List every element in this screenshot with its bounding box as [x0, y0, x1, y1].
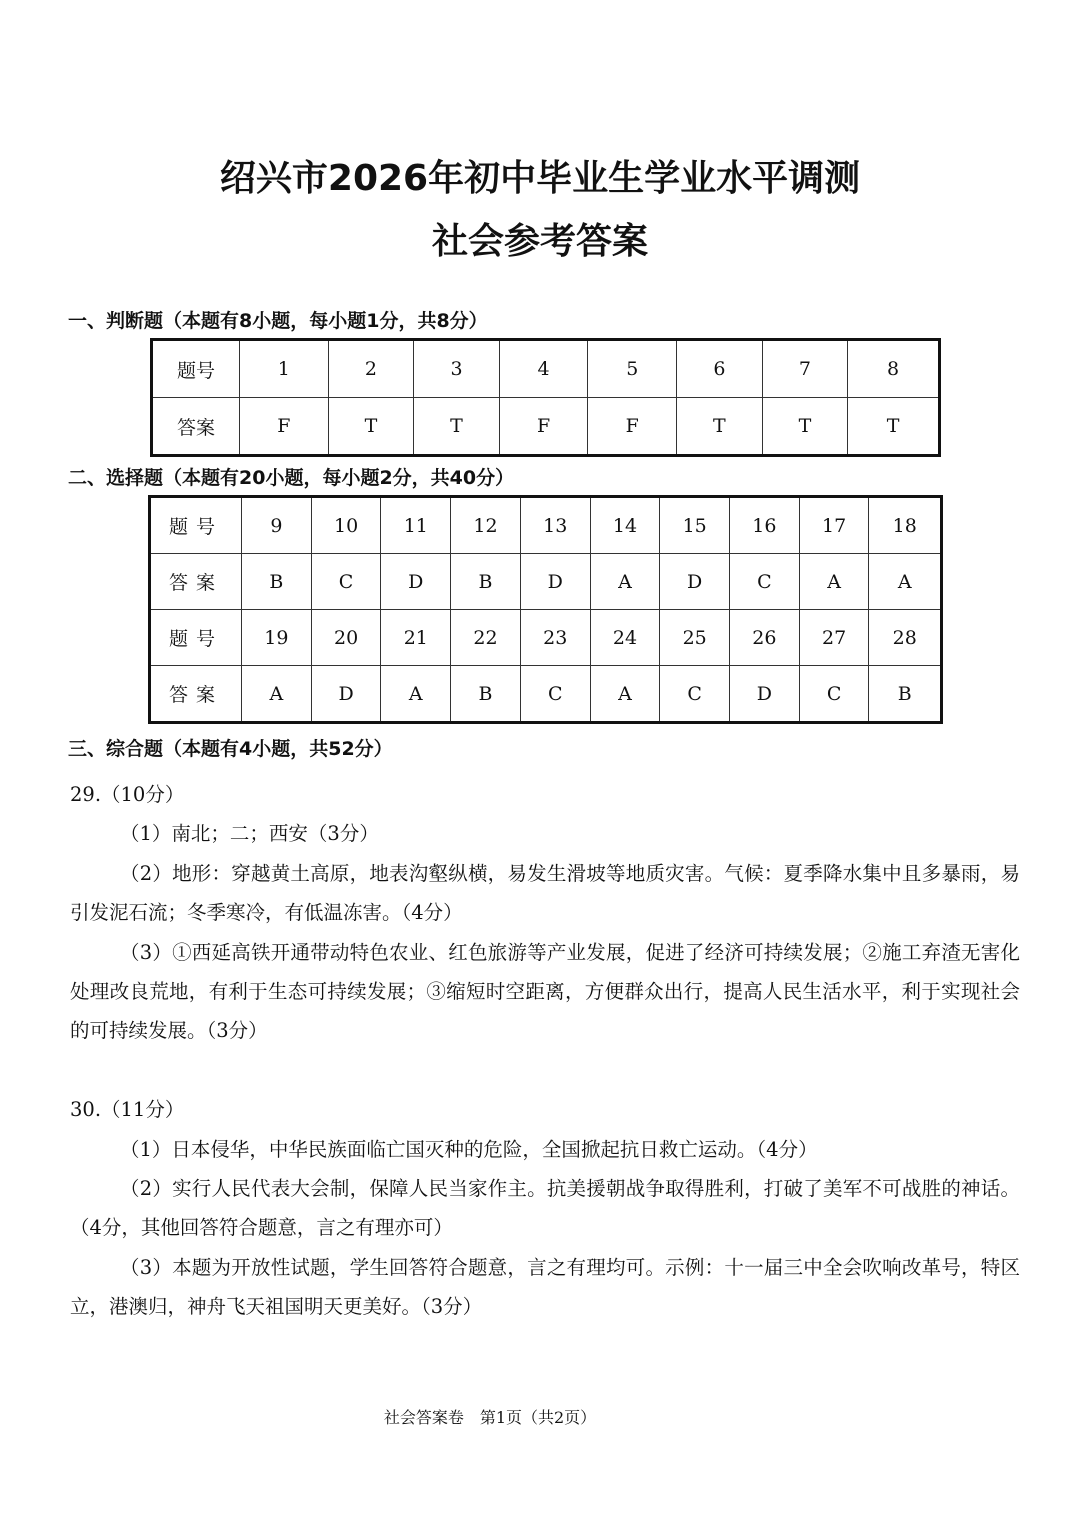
answer-cell: 13 [520, 497, 590, 554]
answer-cell: A [381, 666, 451, 723]
answer-cell: 4 [499, 340, 588, 398]
answer-cell: D [660, 554, 730, 610]
answer-cell: 1 [240, 340, 329, 398]
answer-cell: 7 [762, 340, 848, 398]
comprehensive-answers [70, 775, 1020, 1327]
answer-cell: 26 [730, 610, 800, 666]
table-row [150, 666, 942, 723]
answer-cell: 12 [451, 497, 521, 554]
answer-cell: F [499, 398, 588, 456]
document-title: 绍兴市2026年初中毕业生学业水平调测 [219, 158, 861, 199]
q29-part1: （1）南北；二；西安（3分） [120, 822, 379, 846]
answer-cell: C [520, 666, 590, 723]
answer-cell: F [240, 398, 329, 456]
answer-cell: 2 [328, 340, 414, 398]
answer-cell: T [677, 398, 763, 456]
answer-cell: D [311, 666, 381, 723]
row-label: 答案 [150, 554, 242, 610]
document-subtitle: 社会参考答案 [431, 221, 648, 262]
true-false-answer-table [150, 338, 941, 457]
q29-part2: （2）地形：穿越黄土高原，地表沟壑纵横，易发生滑坡等地质灾害。气候：夏季降水集中且多暴雨，易引发泥石流；冬季寒冷，有低温冻害。（4分） [70, 861, 1020, 925]
answer-cell: 19 [242, 610, 312, 666]
page-footer: 社会答案卷 第1页（共2页） [383, 1408, 597, 1427]
q29-heading: 29.（10分） [70, 783, 185, 806]
answer-cell: A [799, 554, 869, 610]
answer-cell: 15 [660, 497, 730, 554]
multiple-choice-answer-table [148, 495, 943, 724]
answer-cell: 24 [590, 610, 660, 666]
answer-cell: 14 [590, 497, 660, 554]
answer-cell: 3 [414, 340, 500, 398]
answer-cell: F [588, 398, 677, 456]
answer-cell: 17 [799, 497, 869, 554]
q30-part1: （1）日本侵华，中华民族面临亡国灭种的危险，全国掀起抗日救亡运动。（4分） [120, 1137, 818, 1161]
answer-cell: 5 [588, 340, 677, 398]
answer-cell: 21 [381, 610, 451, 666]
answer-cell: D [520, 554, 590, 610]
answer-cell: A [590, 666, 660, 723]
answer-cell: 6 [677, 340, 763, 398]
answer-cell: 9 [242, 497, 312, 554]
q30-part3: （3）本题为开放性试题，学生回答符合题意，言之有理均可。示例：十一届三中全会吹响改革号，特区立，港澳归，神舟飞天祖国明天更美好。（3分） [70, 1255, 1020, 1319]
table-row [150, 610, 942, 666]
answer-cell: T [848, 398, 940, 456]
answer-cell: C [730, 554, 800, 610]
row-label: 题号 [152, 340, 240, 398]
table-row [152, 398, 940, 456]
answer-cell: C [799, 666, 869, 723]
answer-cell: B [451, 554, 521, 610]
q30-heading: 30.（11分） [70, 1098, 185, 1122]
table-row [150, 554, 942, 610]
answer-cell: T [414, 398, 500, 456]
row-label: 题号 [150, 497, 242, 554]
answer-cell: C [311, 554, 381, 610]
answer-cell: D [381, 554, 451, 610]
q30-part2: （2）实行人民代表大会制，保障人民当家作主。抗美援朝战争取得胜利，打破了美军不可战胜的神话。（4分，其他回答符合题意，言之有理亦可） [70, 1177, 1020, 1240]
answer-cell: 23 [520, 610, 590, 666]
table-row [150, 497, 942, 554]
answer-cell: 10 [311, 497, 381, 554]
answer-cell: T [762, 398, 848, 456]
q29-part3: （3）①西延高铁开通带动特色农业、红色旅游等产业发展，促进了经济可持续发展；②施工弃渣无害化处理改良荒地，有利于生态可持续发展；③缩短时空距离，方便群众出行，提高人民生活水平，利于实现社会的可持续发展。（3分） [70, 940, 1020, 1043]
answer-cell: 27 [799, 610, 869, 666]
section3-heading: 三、综合题（本题有4小题，共52分） [68, 738, 393, 760]
table-row [152, 340, 940, 398]
answer-cell: B [451, 666, 521, 723]
answer-cell: A [869, 554, 942, 610]
section1-heading: 一、判断题（本题有8小题，每小题1分，共8分） [68, 310, 488, 332]
answer-cell: T [328, 398, 414, 456]
answer-cell: 22 [451, 610, 521, 666]
answer-cell: A [590, 554, 660, 610]
answer-cell: 28 [869, 610, 942, 666]
answer-cell: C [660, 666, 730, 723]
row-label: 题号 [150, 610, 242, 666]
answer-cell: 25 [660, 610, 730, 666]
answer-cell: D [730, 666, 800, 723]
answer-cell: 8 [848, 340, 940, 398]
row-label: 答案 [150, 666, 242, 723]
section2-heading: 二、选择题（本题有20小题，每小题2分，共40分） [68, 467, 515, 489]
answer-cell: A [242, 666, 312, 723]
row-label: 答案 [152, 398, 240, 456]
answer-cell: 20 [311, 610, 381, 666]
answer-cell: B [242, 554, 312, 610]
answer-cell: 18 [869, 497, 942, 554]
answer-cell: 16 [730, 497, 800, 554]
answer-cell: 11 [381, 497, 451, 554]
answer-cell: B [869, 666, 942, 723]
